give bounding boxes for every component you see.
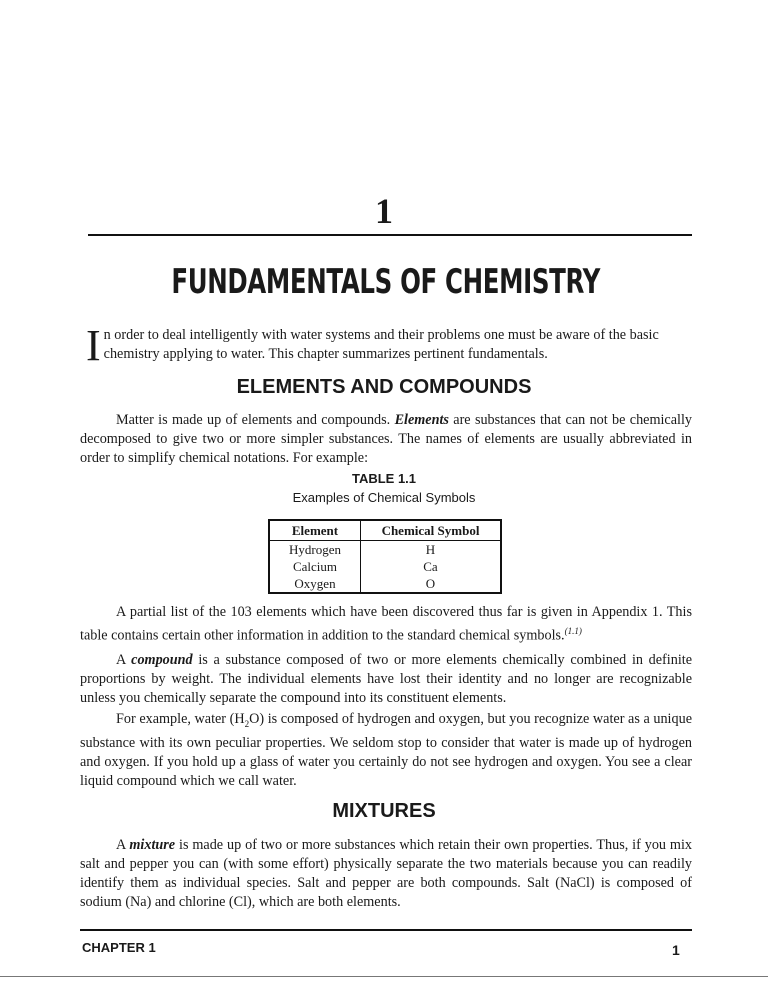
table-cell: O [425,576,436,591]
intro-paragraph [86,321,692,370]
chapter-title: FUNDAMENTALS OF CHEMISTRY [171,262,601,302]
paragraph-elements [80,411,692,468]
paragraph-text: A [116,652,132,668]
paragraph-appendix [80,603,692,646]
table-row [269,575,501,593]
term-compound: compound [131,652,193,668]
table-cell: H [425,542,436,557]
subscript: 2 [244,718,250,729]
term-mixture: mixture [129,837,176,853]
paragraph-text: A partial list of the 103 elements which have been discovered thus far is given in Appendix 1. This table contains certain other information in addition to the standard chemical symbols. [80,604,692,644]
section-heading-elements: ELEMENTS AND COMPOUNDS [236,376,532,398]
column-header-element: Element [269,520,361,541]
table-caption: Examples of Chemical Symbols [292,490,476,505]
intro-text: n order to deal intelligently with water systems and their problems one must be aware of the basic chemistry applying to water. This chapter summarizes pertinent fundamentals. [103,327,659,362]
paragraph-text: Matter is made up of elements and compounds. [116,412,395,428]
scan-edge [0,976,768,977]
column-header-symbol: Chemical Symbol [361,520,502,541]
paragraph-mixture [80,836,692,912]
paragraph-text: O) is composed of hydrogen and oxygen, but you recognize water as a unique substance with its own peculiar properties. We seldom stop to consider that water is made up of hydrogen and oxygen. If you hold up a glass of water you certainly do not see hydrogen and oxygen. You see a clear liquid compound which we call water. [80,711,692,789]
chemical-symbols-table [268,519,502,594]
table-cell: Calcium [269,558,361,575]
reference-marker: (1.1) [564,626,582,636]
section-heading-mixtures: MIXTURES [332,800,436,822]
footer-chapter-label: CHAPTER 1 [82,940,156,955]
table-cell: Hydrogen [269,541,361,559]
table-row [269,541,501,559]
chapter-rule [88,234,692,236]
paragraph-water [80,710,692,791]
paragraph-text: is made up of two or more substances which retain their own properties. Thus, if you mix salt and pepper you can (with some effort) physically separate the two materials because you can readily identify them as individual species. Salt and pepper are both compounds. Salt (NaCl) is composed of sodium (Na) and chlorine (Cl), which are both elements. [80,837,692,910]
table-row [269,558,501,575]
paragraph-compound [80,651,692,708]
table-label: TABLE 1.1 [351,471,417,486]
chapter-number: 1 [375,191,393,231]
paragraph-text: For example, water (H [116,711,245,727]
table-cell: Ca [423,559,438,574]
paragraph-text: is a substance composed of two or more elements chemically combined in definite proportions by weight. The individual elements have lost their identity and no longer are recognizable unless you chemically separate the compound into its constituent elements. [80,652,692,706]
paragraph-text: A [116,837,130,853]
term-elements: Elements [394,412,449,428]
table-cell: Oxygen [269,575,361,593]
drop-cap: I [86,321,101,370]
table-header-row [269,520,501,541]
paragraph-text: are substances that can not be chemically decomposed to give two or more simpler substances. The names of elements are usually abbreviated in order to simplify chemical notations. For example: [80,412,693,466]
footer-rule [80,929,692,931]
page-number: 1 [672,942,680,958]
